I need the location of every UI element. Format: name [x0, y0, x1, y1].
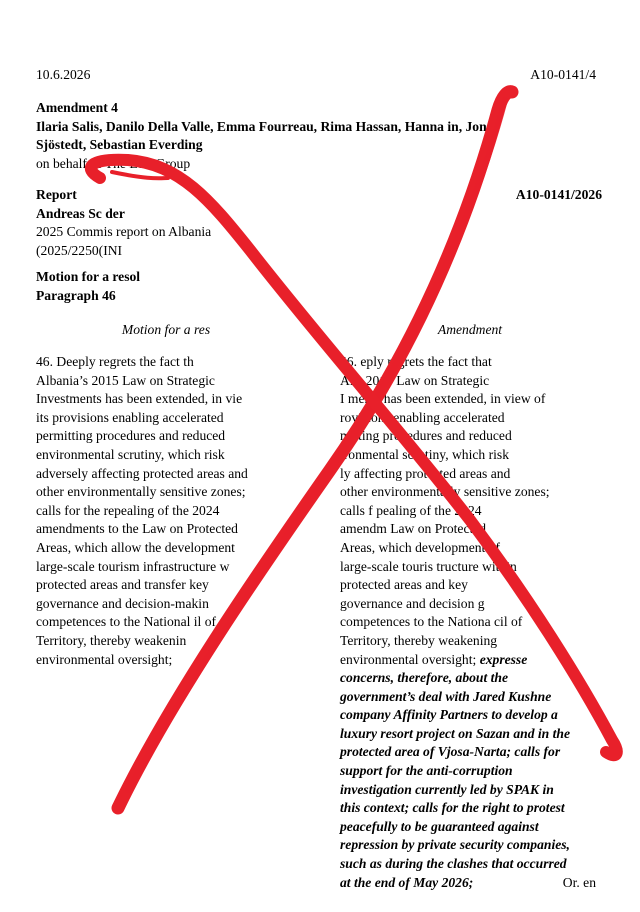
text-line: 46. eply regrets the fact that	[340, 354, 492, 369]
text-line: other environmentally sensitive zones;	[36, 484, 246, 500]
text-line: other environmentally sensitive zones;	[340, 484, 550, 500]
text-line: environmental oversight;	[36, 651, 173, 667]
text-line: its provisions enabling accelerated	[36, 409, 224, 425]
text-line: calls for the repealing of the 2024	[36, 502, 220, 518]
amendment-group: on behalf of The Left Group	[36, 155, 191, 171]
inserted-line: government’s deal with Jared Kushne	[340, 688, 552, 704]
text-line: amendm Law on Protected	[340, 521, 487, 537]
text-line: environmental oversight; expresse	[340, 651, 528, 667]
left-column-heading: Motion for a res	[121, 322, 211, 337]
right-column-text	[340, 353, 610, 892]
text-line: Areas, which allow the development	[36, 539, 235, 555]
document-reference: A10-0141/4	[530, 67, 596, 82]
text-line: environmental scrutiny, which risk	[36, 446, 225, 462]
text-line: Albania’s 2015 Law on Strategic	[36, 372, 215, 388]
report-label: Report	[36, 187, 77, 202]
inserted-line: such as during the clashes that occurred	[340, 856, 567, 872]
inserted-line: luxury resort project on Sazan and in the	[340, 725, 571, 741]
text-line: amendments to the Law on Protected	[36, 521, 238, 537]
inserted-line: company Affinity Partners to develop a	[340, 707, 558, 723]
text-line: calls f pealing of the 2024	[340, 502, 482, 518]
report-title-line1: 2025 Commis report on Albania	[36, 224, 212, 240]
inserted-text: expresse	[476, 651, 528, 667]
amendment-title: Amendment 4	[36, 100, 118, 115]
text-line: governance and decision g	[340, 595, 485, 611]
motion-label: Motion for a resol	[36, 269, 141, 284]
report-number: A10-0141/2026	[515, 187, 602, 202]
text-line: Areas, which development of	[340, 539, 501, 555]
text-line: protected areas and transfer key	[36, 577, 209, 593]
amendment-block	[36, 99, 606, 173]
amendment-authors-line2: Sjöstedt, Sebastian Everding	[36, 137, 203, 153]
text-line: ly affecting protected areas and	[340, 465, 511, 481]
inserted-line: this context; calls for the right to protest	[340, 800, 565, 816]
left-column-text	[36, 353, 298, 669]
text-line: Investments has been extended, in vie	[36, 391, 243, 407]
report-title-line2: (2025/2250(INI	[36, 242, 123, 258]
text-line: rovisions enabling accelerated	[340, 409, 505, 425]
inserted-line: repression by private security companies,	[340, 837, 570, 853]
inserted-line: concerns, therefore, about the	[340, 670, 509, 686]
text-line: protected areas and key	[340, 577, 468, 593]
inserted-line: peacefully to be guaranteed against	[340, 818, 539, 834]
text-line: mitting procedures and reduced	[340, 428, 512, 444]
document-date: 10.6.2026	[36, 67, 91, 82]
paragraph-label: Paragraph 46	[36, 287, 116, 303]
report-rapporteur: Andreas Sc der	[36, 205, 125, 221]
inserted-line: support for the anti-corruption	[340, 763, 513, 779]
text-line: adversely affecting protected areas and	[36, 465, 248, 481]
text-line: I ments has been extended, in view of	[340, 391, 546, 407]
text-line: permitting procedures and reduced	[36, 428, 226, 444]
text-line: ironmental scrutiny, which risk	[340, 446, 510, 462]
text-line: Territory, thereby weakenin	[36, 632, 187, 648]
report-block	[36, 186, 602, 260]
right-column-heading: Amendment	[437, 322, 503, 337]
inserted-line: protected area of Vjosa-Narta; calls for	[340, 744, 561, 760]
text-line: large-scale tourism infrastructure w	[36, 558, 230, 574]
text-line: competences to the National il of	[36, 614, 217, 630]
text-line: Territory, thereby weakening	[340, 632, 498, 648]
original-language: Or. en	[562, 875, 596, 890]
text-line: Al s 2015 Law on Strategic	[340, 372, 490, 388]
amendment-authors-line1: Ilaria Salis, Danilo Della Valle, Emma Fourreau, Rima Hassan, Hanna in, Jonas	[36, 118, 499, 134]
text-line: competences to the Nationa cil of	[340, 614, 523, 630]
report-row	[36, 186, 602, 205]
text-line: large-scale touris tructure within	[340, 558, 517, 574]
text-line: governance and decision-makin	[36, 595, 209, 611]
motion-block	[36, 268, 140, 305]
inserted-line: at the end of May 2026;	[340, 874, 474, 890]
inserted-line: investigation currently led by SPAK in	[340, 781, 554, 797]
text-line: 46. Deeply regrets the fact th	[36, 354, 194, 369]
